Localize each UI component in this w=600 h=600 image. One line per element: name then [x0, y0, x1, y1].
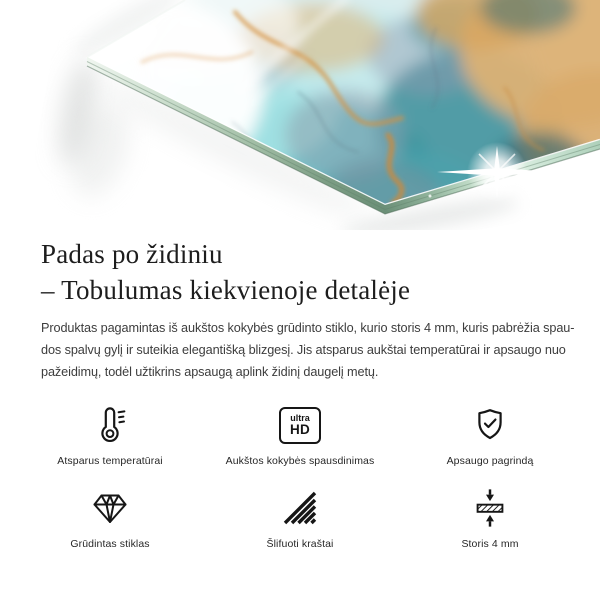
- thermometer-icon: [91, 404, 129, 446]
- hero-image: [0, 0, 600, 230]
- shield-check-icon: [470, 404, 510, 446]
- content-section: [41, 230, 575, 383]
- feature-item-base-protection: [395, 404, 585, 467]
- feature-label: Atsparus temperatūrai: [57, 455, 163, 467]
- feature-label: Storis 4 mm: [461, 538, 519, 550]
- feature-item-thickness: [395, 487, 585, 550]
- polished-edges-icon: [281, 487, 319, 529]
- description-line: pažeidimų, todėl užtikrins apsaugą aplink židinį daugelį metų.: [41, 365, 379, 379]
- ultra-hd-badge-top-text: ultra: [290, 413, 310, 423]
- title-line-1: Padas po židiniu: [41, 239, 223, 269]
- feature-label: Šlifuoti kraštai: [266, 538, 334, 550]
- description-line: Produktas pagamintas iš aukštos kokybės grūdinto stiklo, kurio storis 4 mm, kuris pabrėžia spau-: [41, 321, 575, 335]
- page-title: [41, 236, 569, 308]
- feature-label: Aukštos kokybės spausdinimas: [225, 455, 375, 467]
- feature-item-heat-resistant: [15, 404, 205, 467]
- product-description: [41, 317, 575, 383]
- glass-panel: [0, 0, 600, 230]
- description-line: dos spalvų gylį ir suteikia elegantišką blizgesį. Jis atsparus aukštai temperatūrai ir apsaugo nuo: [41, 343, 566, 357]
- title-line-2: – Tobulumas kiekvienoje detalėje: [41, 275, 411, 305]
- features-grid: [15, 404, 585, 550]
- ultra-hd-badge-bottom-text: HD: [290, 422, 310, 437]
- thickness-icon: [470, 487, 510, 529]
- feature-label: Grūdintas stiklas: [70, 538, 150, 550]
- diamond-icon: [90, 487, 130, 529]
- feature-item-polished-edges: [205, 487, 395, 550]
- feature-label: Apsaugo pagrindą: [446, 455, 534, 467]
- feature-item-tempered-glass: [15, 487, 205, 550]
- ultra-hd-icon: [279, 404, 321, 446]
- feature-item-print-quality: [205, 404, 395, 467]
